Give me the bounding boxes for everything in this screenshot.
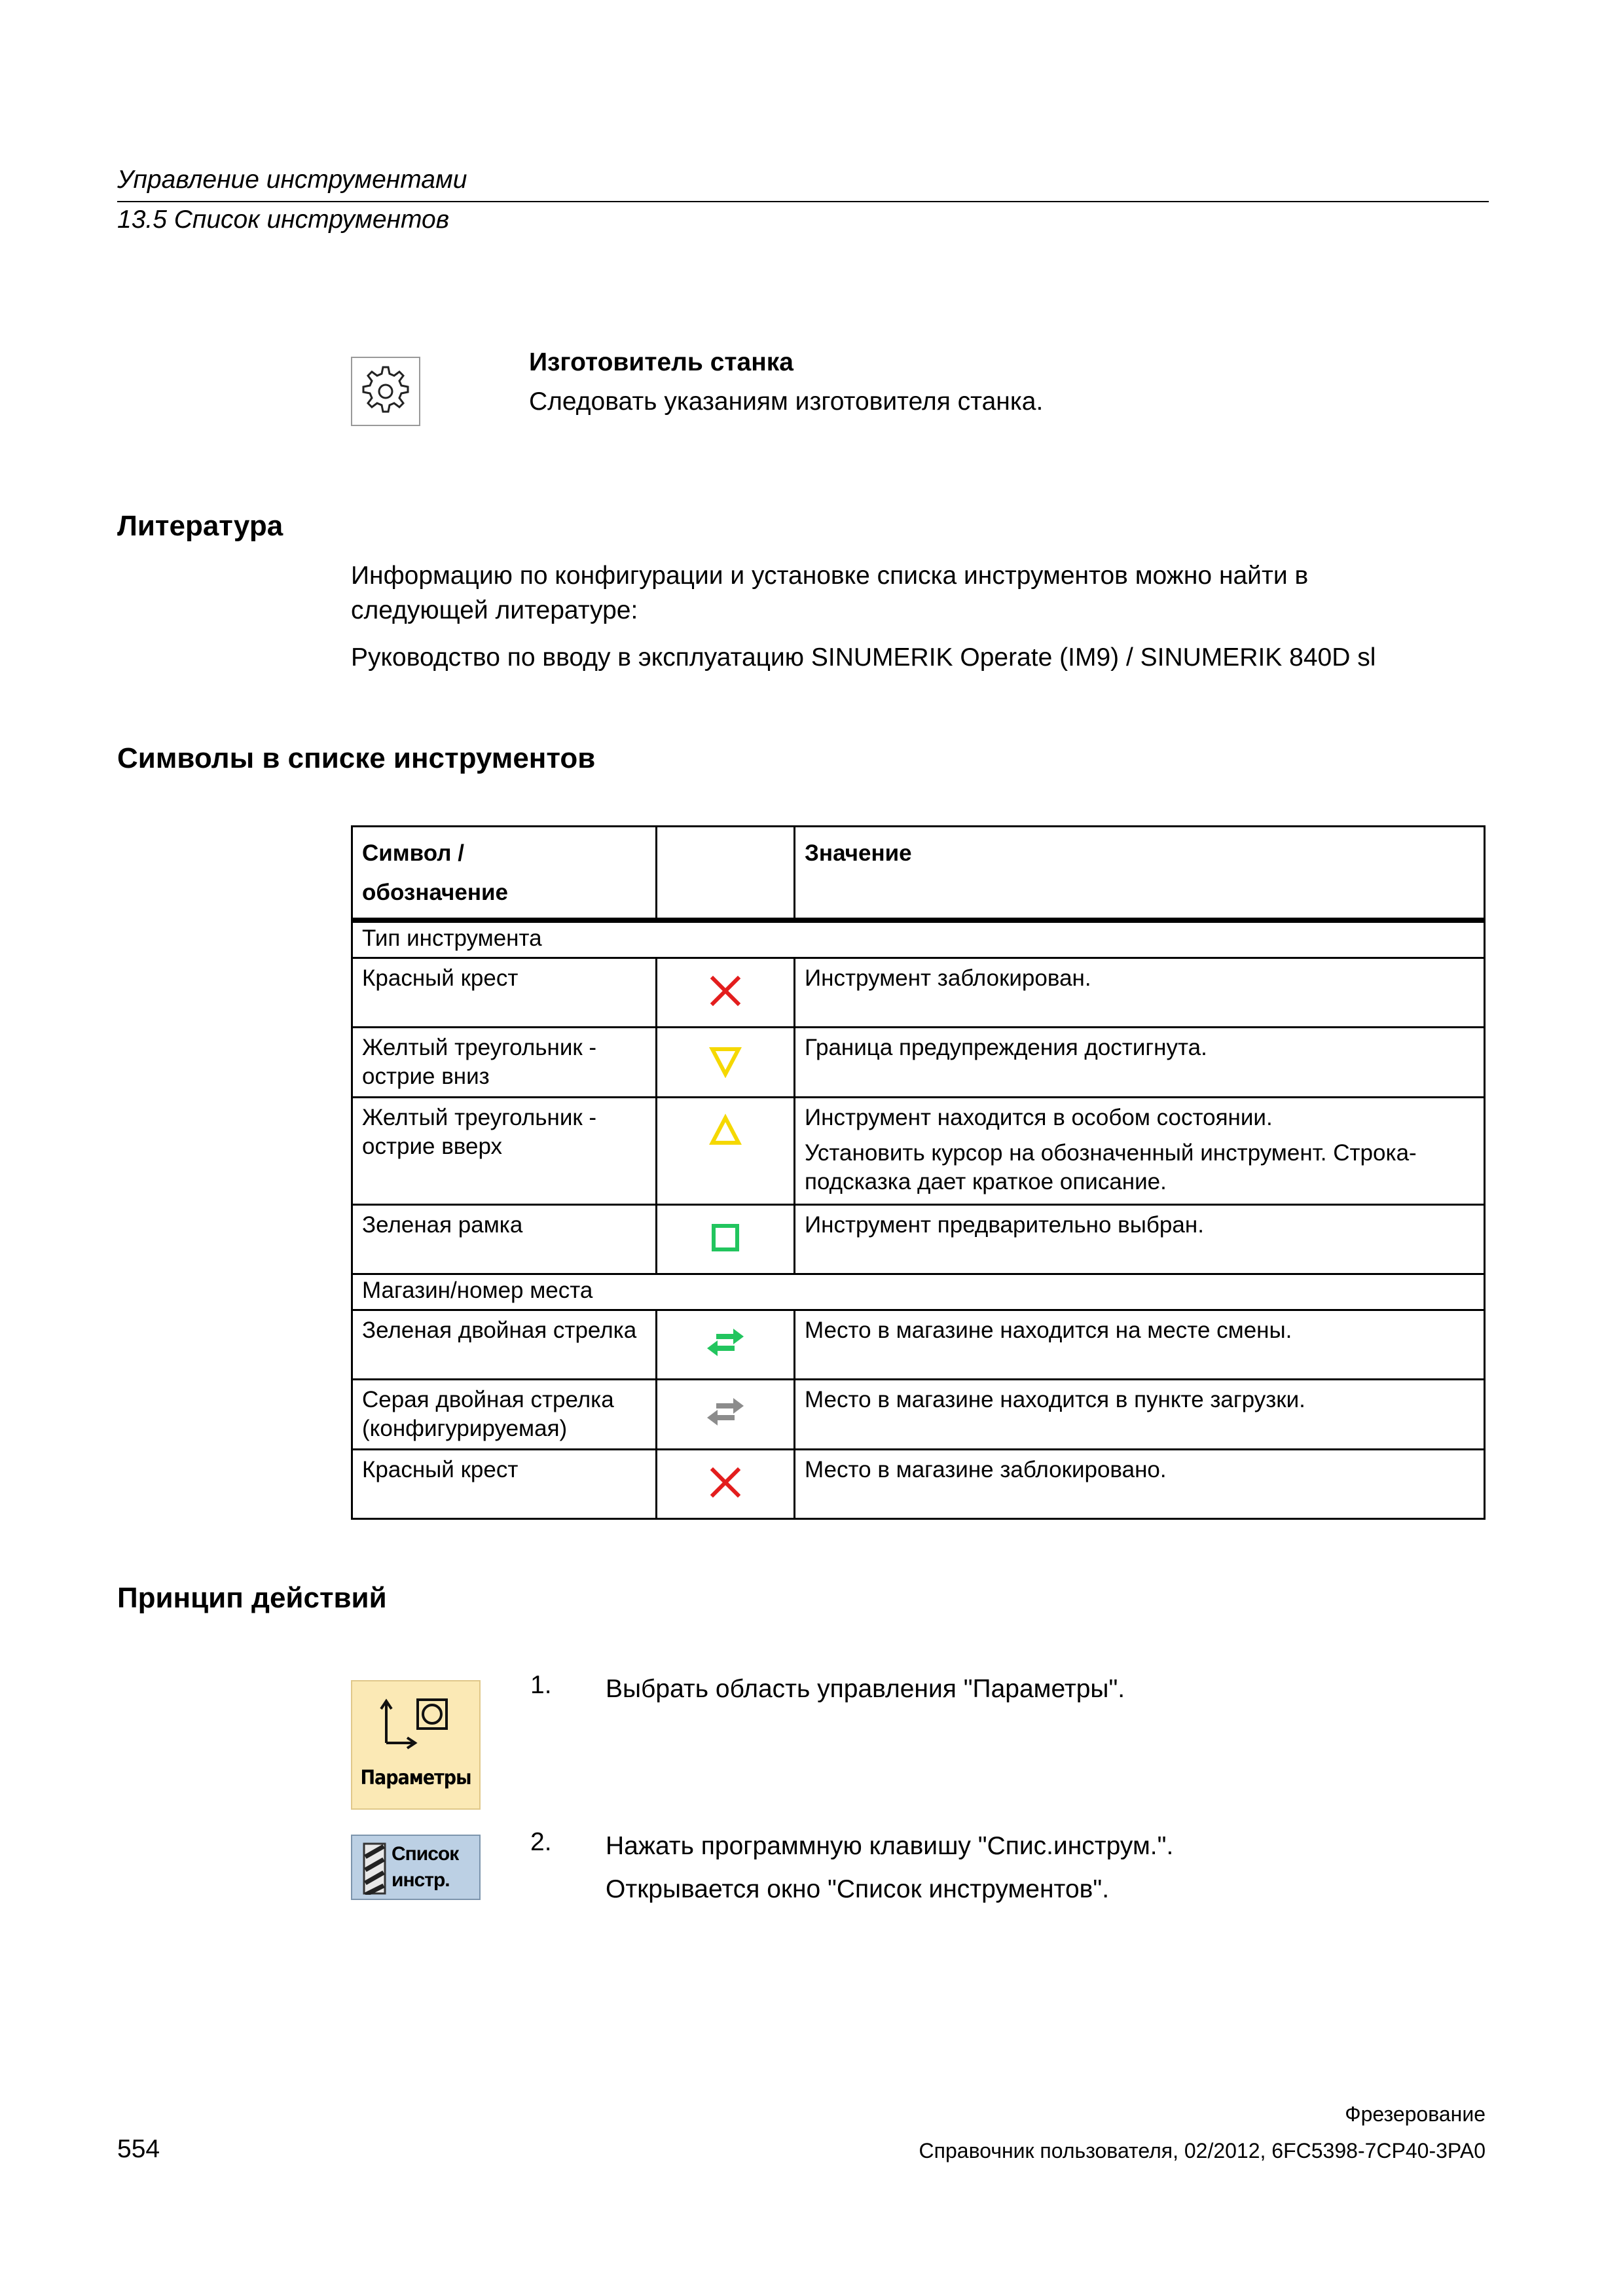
yellow-triangle-up-icon	[657, 1098, 795, 1205]
step2-result: Открывается окно "Список инструментов".	[606, 1875, 1110, 1903]
yellow-triangle-down-icon	[657, 1028, 795, 1098]
group-label: Магазин/номер места	[352, 1274, 1485, 1310]
table-row	[352, 1450, 1485, 1519]
drill-icon	[361, 1842, 388, 1895]
literature-reference: Руководство по вводу в эксплуатацию SINUMERIK Operate (IM9) / SINUMERIK 840D sl	[351, 643, 1376, 672]
literature-text-line2: следующей литературе:	[351, 596, 638, 624]
red-cross-icon	[657, 958, 795, 1028]
group-label: Тип инструмента	[352, 920, 1485, 958]
manufacturer-title: Изготовитель станка	[529, 348, 793, 376]
table-row	[352, 958, 1485, 1028]
chapter-header: Управление инструментами	[117, 166, 467, 194]
gray-double-arrow-icon	[657, 1380, 795, 1450]
symbol-meaning-line1: Инструмент находится в особом состоянии.	[805, 1105, 1273, 1130]
parameters-softkey-label: Параметры	[360, 1767, 471, 1789]
symbol-meaning-line2: Установить курсор на обозначенный инструмент. Строка-подсказка дает краткое описание.	[805, 1140, 1417, 1194]
symbol-meaning: Инструмент заблокирован.	[795, 958, 1485, 1028]
table-row	[352, 1205, 1485, 1274]
table-row	[352, 1310, 1485, 1380]
table-row	[352, 1380, 1485, 1450]
table-header-row	[352, 827, 1485, 921]
symbol-meaning: Место в магазине находится на месте смены.	[795, 1310, 1485, 1380]
footer-document: Справочник пользователя, 02/2012, 6FC5398-7CP40-3PA0	[919, 2139, 1486, 2162]
header-icon-col	[657, 827, 795, 921]
header-meaning: Значение	[795, 827, 1485, 921]
manufacturer-text: Следовать указаниям изготовителя станка.	[529, 387, 1044, 416]
header-symbol-line1: Символ /	[362, 840, 464, 866]
symbols-table	[351, 825, 1486, 1520]
tool-list-softkey[interactable]	[351, 1835, 481, 1900]
table-row	[352, 1028, 1485, 1098]
green-frame-icon	[657, 1205, 795, 1274]
symbol-meaning: Граница предупреждения достигнута.	[795, 1028, 1485, 1098]
symbol-name: Желтый треугольник - острие вверх	[352, 1098, 657, 1205]
group-row-tool-type	[352, 920, 1485, 958]
symbol-meaning: Инструмент предварительно выбран.	[795, 1205, 1485, 1274]
red-cross-icon	[657, 1450, 795, 1519]
symbol-name: Желтый треугольник - острие вниз	[352, 1028, 657, 1098]
header-symbol	[352, 827, 657, 921]
header-rule	[117, 201, 1489, 202]
procedure-heading: Принцип действий	[117, 1582, 387, 1614]
section-header: 13.5 Список инструментов	[117, 206, 450, 234]
symbol-name: Серая двойная стрелка (конфигурируемая)	[352, 1380, 657, 1450]
literature-heading: Литература	[117, 510, 283, 542]
parameters-softkey[interactable]	[351, 1680, 481, 1810]
symbol-name: Зеленая двойная стрелка	[352, 1310, 657, 1380]
symbol-name: Красный крест	[352, 1450, 657, 1519]
literature-text-line1: Информацию по конфигурации и установке списка инструментов можно найти в	[351, 562, 1309, 590]
table-row	[352, 1098, 1485, 1205]
green-double-arrow-icon	[657, 1310, 795, 1380]
step1-text: Выбрать область управления "Параметры".	[606, 1675, 1125, 1703]
symbols-heading: Символы в списке инструментов	[117, 742, 596, 774]
symbol-meaning: Место в магазине находится в пункте загрузки.	[795, 1380, 1485, 1450]
tool-list-softkey-label-line1: Список	[392, 1843, 459, 1865]
symbol-meaning: Место в магазине заблокировано.	[795, 1450, 1485, 1519]
symbol-name: Зеленая рамка	[352, 1205, 657, 1274]
symbol-meaning	[795, 1098, 1485, 1205]
tool-list-softkey-label	[392, 1841, 458, 1893]
tool-list-softkey-label-line2: инстр.	[392, 1869, 450, 1891]
symbol-name: Красный крест	[352, 958, 657, 1028]
header-symbol-line2: обозначение	[362, 880, 508, 905]
step2-number: 2.	[530, 1828, 552, 1856]
step2-text: Нажать программную клавишу "Спис.инструм.".	[606, 1832, 1174, 1860]
step1-number: 1.	[530, 1671, 552, 1699]
group-row-magazine	[352, 1274, 1485, 1310]
page-number: 554	[117, 2135, 160, 2163]
gear-icon	[351, 357, 420, 426]
footer-product: Фрезерование	[1345, 2102, 1486, 2126]
parameters-axis-icon	[374, 1691, 453, 1749]
